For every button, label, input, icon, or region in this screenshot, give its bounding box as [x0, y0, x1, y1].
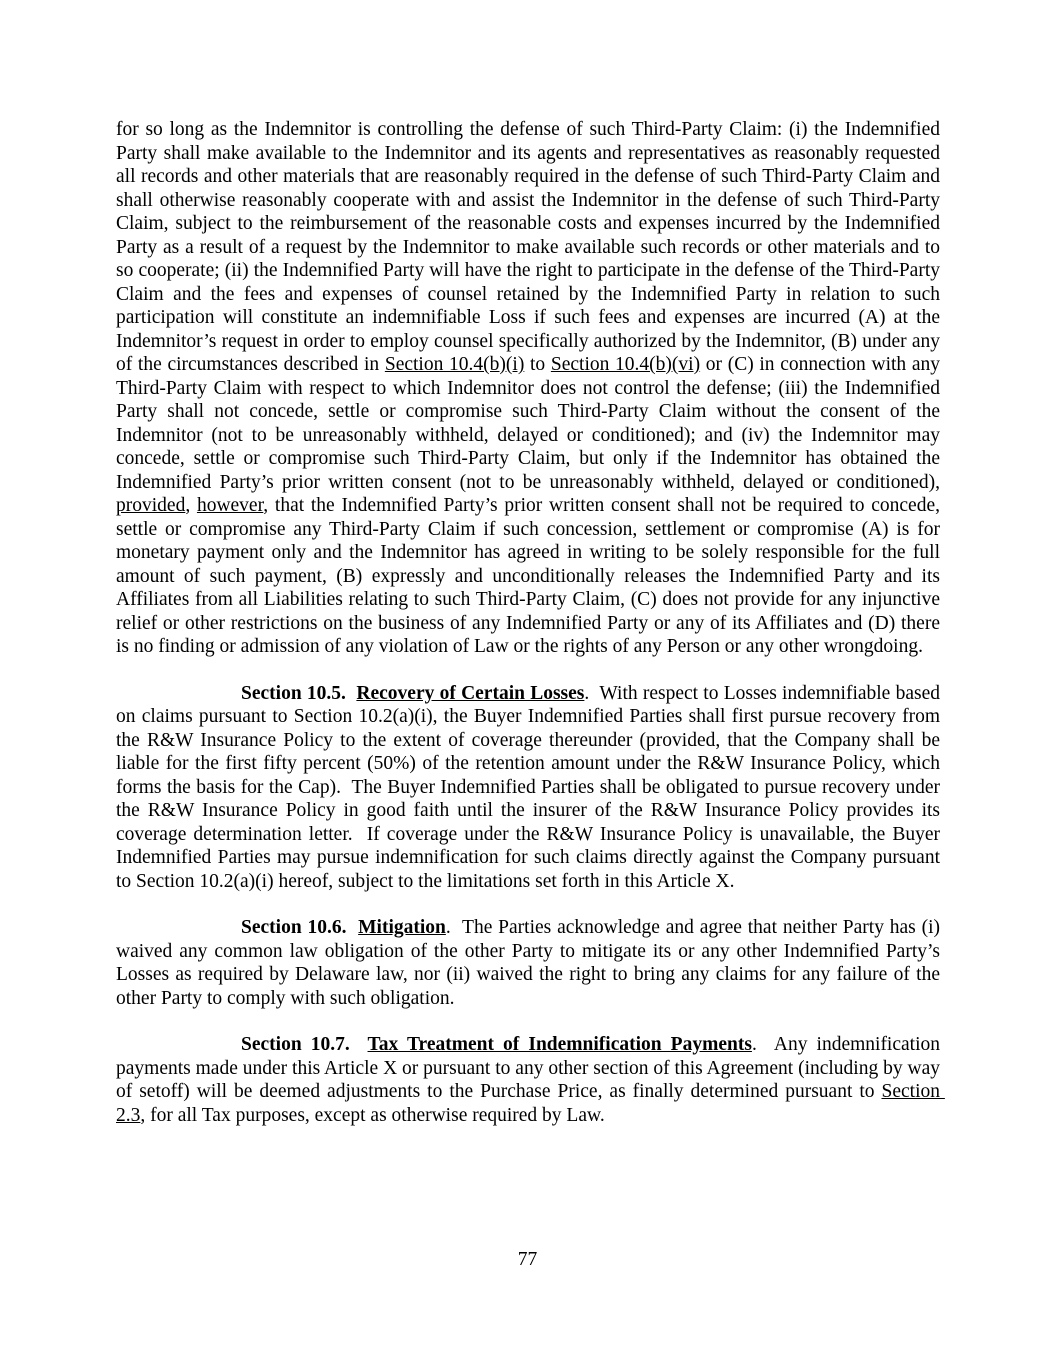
continuation-paragraph — [116, 118, 945, 659]
text-run: . With respect to Losses indemnifiable based on claims pursuant to Section 10.2(a)(i), the Buyer Indemnified Parties shall first pursue recovery from the R&W Insurance Policy to the extent of coverage thereunder (provided, that the Company shall be liable for the first fifty percent (50%) of the retention amount under the R&W Insurance Policy, which forms the basis for the Cap). The Buyer Indemnified Parties shall be obligated to pursue recovery under the R&W Insurance Policy in good faith until the insurer of the R&W Insurance Policy provides its coverage determination letter. If coverage under the R&W Insurance Policy is unavailable, the Buyer Indemnified Parties may pursue indemnification for such claims directly against the Company pursuant to Section 10.2(a)(i) hereof, subject to the limitations set forth in this Article X. — [116, 682, 945, 892]
cross-reference-section-10-4-b-i: Section 10.4(b)(i) — [384, 354, 525, 375]
text-run: , that the Indemnified Party’s prior written consent shall not be required to concede, settle or compromise any Third-Party Claim if such concession, settlement or compromise (A) is for monetary payment only and the Indemnitor has agreed in writing to be solely responsible for the full amount of such payment, (B) expressly and unconditionally releases the Indemnified Party and its Affiliates from all Liabilities relating to such Third-Party Claim, (C) does not provide for any injunctive relief or other restrictions on the business of any Indemnified Party or any of its Affiliates and (D) there is no finding or admission of any violation of Law or the rights of any Person or any other wrongdoing. — [116, 495, 945, 657]
section-number-10-5: Section 10.5. — [241, 682, 357, 704]
text-run: , — [185, 495, 197, 516]
section-title-tax-treatment-of-indemnification-payments: Tax Treatment of Indemnification Payments — [367, 1034, 752, 1055]
cross-reference-section-2-3: Section 2.3 — [116, 1081, 945, 1126]
document-body — [116, 118, 945, 1150]
proviso-term-however: however — [196, 495, 264, 516]
section-title-recovery-of-certain-losses: Recovery of Certain Losses — [356, 682, 585, 704]
section-10-5-paragraph — [116, 682, 945, 894]
proviso-term-provided: provided — [116, 495, 186, 516]
section-10-7-paragraph — [116, 1033, 945, 1127]
text-run: . Any indemnification payments made under this Article X or pursuant to any other section of this Agreement (including by way of setoff) will be deemed adjustments to the Purchase Price, as finally determined pursuant to — [116, 1034, 945, 1102]
section-10-6-paragraph — [116, 916, 945, 1010]
text-run: . The Parties acknowledge and agree that neither Party has (i) waived any common law obligation of the other Party to mitigate its or any other Indemnified Party’s Losses as required by Delaware law, nor (ii) waived the right to bring any claims for any failure of the other Party to comply with such obligation. — [116, 917, 945, 1009]
section-number-10-7: Section 10.7. — [241, 1034, 368, 1055]
section-title-mitigation: Mitigation — [358, 917, 446, 938]
page-number: 77 — [517, 1249, 538, 1270]
text-run: , for all Tax purposes, except as otherwise required by Law. — [140, 1104, 605, 1126]
text-run: or (C) in connection with any Third-Party Claim with respect to which Indemnitor does not control the defense; (iii) the Indemnified Party shall not concede, settle or compromise such Third-Party Claim without the consent of the Indemnitor (not to be unreasonably withheld, delayed or conditioned); and (iv) the Indemnitor may concede, settle or compromise such Third-Party Claim, but only if the Indemnitor has obtained the Indemnified Party’s prior written consent (not to be unreasonably withheld, delayed or conditioned), — [116, 354, 945, 493]
text-run: for so long as the Indemnitor is controlling the defense of such Third-Party Claim: (i) the Indemnified Party shall make available to the Indemnitor and its agents and representatives as reasonably requested all records and other materials that are reasonably required in the defense of such Third-Party Claim and shall otherwise reasonably cooperate with and assist the Indemnitor in the defense of such Third-Party Claim, subject to the reimbursement of the reasonable costs and expenses incurred by the Indemnified Party as a result of a request by the Indemnitor to make available such records or other materials and to so cooperate; (ii) the Indemnified Party will have the right to participate in the defense of the Third-Party Claim and the fees and expenses of counsel retained by the Indemnified Party in relation to such participation will constitute an indemnifiable Loss if such fees and expenses are incurred (A) at the Indemnitor’s request in order to employ counsel specifically authorized by the Indemnitor, (B) under any of the circumstances described in — [116, 119, 945, 375]
text-run: to — [524, 354, 551, 375]
section-number-10-6: Section 10.6. — [241, 917, 359, 938]
cross-reference-section-10-4-b-vi: Section 10.4(b)(vi) — [550, 354, 701, 375]
